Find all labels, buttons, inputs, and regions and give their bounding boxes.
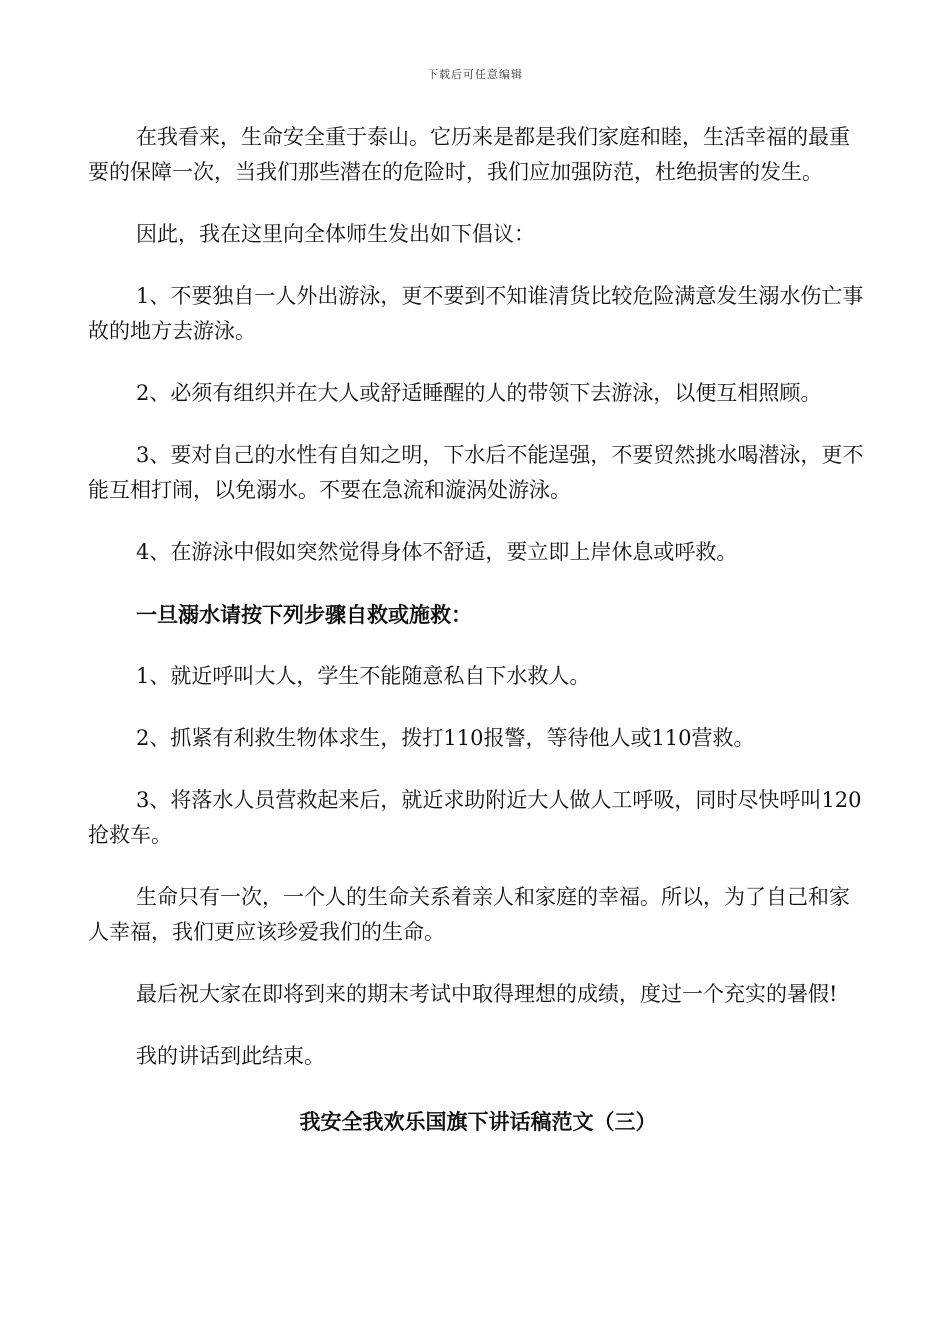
paragraph: 最后祝大家在即将到来的期末考试中取得理想的成绩，度过一个充实的暑假! xyxy=(136,982,838,1006)
list-item: 4、在游泳中假如突然觉得身体不舒适，要立即上岸休息或呼救。 xyxy=(136,540,738,564)
subheading: 一旦溺水请按下列步骤自救或施救： xyxy=(136,602,472,627)
paragraph: 生命只有一次，一个人的生命关系着亲人和家庭的幸福。所以，为了自己和家人幸福，我们更应该珍爱我们的生命。 xyxy=(88,885,850,944)
list-item: 1、不要独自一人外出游泳，更不要到不知谁清货比较危险满意发生溺水伤亡事故的地方去游泳。 xyxy=(88,284,864,343)
list-item: 2、必须有组织并在大人或舒适睡醒的人的带领下去游泳，以便互相照顾。 xyxy=(136,381,822,405)
document-body xyxy=(88,120,868,1139)
paragraph: 我的讲话到此结束。 xyxy=(136,1044,325,1068)
list-item: 1、就近呼叫大人，学生不能随意私自下水救人。 xyxy=(136,664,591,688)
list-item: 2、抓紧有利救生物体求生，拨打110报警，等待他人或110营救。 xyxy=(136,726,755,750)
paragraph: 在我看来，生命安全重于泰山。它历来是都是我们家庭和睦，生活幸福的最重要的保障一次，当我们那些潜在的危险时，我们应加强防范，杜绝损害的发生。 xyxy=(88,125,850,184)
section-title: 我安全我欢乐国旗下讲话稿范文（三） xyxy=(299,1109,657,1134)
list-item: 3、将落水人员营救起来后，就近求助附近大人做人工呼吸，同时尽快呼叫120抢救车。 xyxy=(88,788,862,847)
paragraph: 因此，我在这里向全体师生发出如下倡议： xyxy=(136,222,535,246)
list-item: 3、要对自己的水性有自知之明，下水后不能逞强，不要贸然挑水喝潜泳，更不能互相打闹，以免溺水。不要在急流和漩涡处游泳。 xyxy=(88,443,864,502)
page-header: 下载后可任意编辑 xyxy=(427,68,523,81)
